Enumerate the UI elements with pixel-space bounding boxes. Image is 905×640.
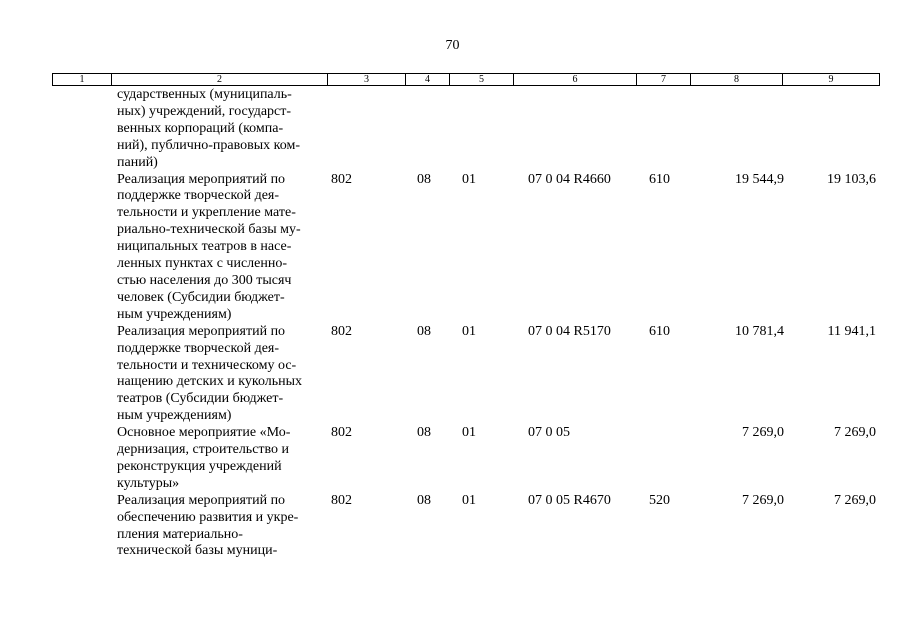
- description-line: ных) учреждений, государст-: [117, 103, 292, 119]
- cell-c9: 11 941,1: [827, 323, 876, 339]
- description-line: театров (Субсидии бюджет-: [117, 391, 284, 407]
- cell-c4: 08: [417, 425, 431, 441]
- description-line: дернизация, строительство и: [117, 442, 290, 458]
- description-line: Реализация мероприятий по: [117, 171, 286, 187]
- page-number: 70: [445, 38, 460, 53]
- description-line: тельности и техническому ос-: [117, 357, 297, 373]
- row-description: [117, 87, 330, 172]
- table-row: [0, 87, 905, 172]
- table-row: [0, 493, 905, 561]
- cell-c9: 19 103,6: [827, 171, 876, 187]
- cell-c4: 08: [417, 323, 431, 339]
- cell-c6: 07 0 04 R5170: [528, 323, 611, 339]
- cell-c9: 7 269,0: [834, 425, 876, 441]
- description-line: пления материально-: [117, 526, 243, 542]
- row-description: [117, 425, 330, 493]
- description-line: технической базы муници-: [117, 543, 278, 559]
- cell-c8: 10 781,4: [735, 323, 784, 339]
- cell-c5: 01: [462, 492, 476, 508]
- description-line: стью населения до 300 тысяч: [117, 272, 292, 288]
- cell-c6: 07 0 05 R4670: [528, 492, 611, 508]
- header-col-6: 6: [514, 74, 637, 86]
- header-col-3: 3: [328, 74, 406, 86]
- cell-c4: 08: [417, 171, 431, 187]
- table-row: [0, 324, 905, 425]
- header-col-7: 7: [637, 74, 691, 86]
- cell-c6: 07 0 04 R4660: [528, 171, 611, 187]
- description-line: сударственных (муниципаль-: [117, 87, 292, 102]
- cell-c7: 610: [649, 171, 670, 187]
- header-col-2: 2: [112, 74, 328, 86]
- cell-c3: 802: [331, 323, 352, 339]
- description-line: поддержке творческой дея-: [117, 340, 280, 356]
- description-line: венных корпораций (компа-: [117, 120, 284, 136]
- header-col-9: 9: [783, 74, 880, 86]
- description-line: Реализация мероприятий по: [117, 492, 286, 508]
- description-line: тельности и укрепление мате-: [117, 205, 296, 221]
- cell-c6: 07 0 05: [528, 425, 570, 441]
- description-line: ным учреждениям): [117, 306, 232, 322]
- table-header-row: [52, 73, 880, 86]
- cell-c3: 802: [331, 171, 352, 187]
- cell-c3: 802: [331, 425, 352, 441]
- header-col-4: 4: [406, 74, 450, 86]
- description-line: ным учреждениям): [117, 408, 232, 424]
- description-line: ний), публично-правовых ком-: [117, 137, 300, 153]
- table-row: [0, 172, 905, 324]
- table-body: [0, 87, 905, 560]
- description-line: Основное мероприятие «Мо-: [117, 425, 291, 441]
- description-line: поддержке творческой дея-: [117, 188, 280, 204]
- cell-c9: 7 269,0: [834, 492, 876, 508]
- description-line: реконструкция учреждений: [117, 458, 282, 474]
- row-description: [117, 324, 330, 425]
- description-line: риально-технической базы му-: [117, 222, 301, 238]
- cell-c5: 01: [462, 425, 476, 441]
- cell-c8: 7 269,0: [742, 425, 784, 441]
- description-line: Реализация мероприятий по: [117, 323, 286, 339]
- row-description: [117, 493, 330, 561]
- header-col-1: 1: [53, 74, 112, 86]
- description-line: обеспечению развития и укре-: [117, 509, 299, 525]
- description-line: человек (Субсидии бюджет-: [117, 289, 285, 305]
- cell-c4: 08: [417, 492, 431, 508]
- description-line: нащению детских и кукольных: [117, 374, 303, 390]
- cell-c7: 520: [649, 492, 670, 508]
- cell-c5: 01: [462, 171, 476, 187]
- cell-c5: 01: [462, 323, 476, 339]
- row-description: [117, 172, 330, 324]
- header-col-8: 8: [691, 74, 783, 86]
- cell-c8: 19 544,9: [735, 171, 784, 187]
- description-line: ленных пунктах с численно-: [117, 256, 288, 272]
- description-line: паний): [117, 154, 158, 170]
- description-line: ниципальных театров в насе-: [117, 239, 292, 255]
- table-row: [0, 425, 905, 493]
- header-col-5: 5: [450, 74, 514, 86]
- description-line: культуры»: [117, 475, 180, 491]
- cell-c7: 610: [649, 323, 670, 339]
- cell-c8: 7 269,0: [742, 492, 784, 508]
- cell-c3: 802: [331, 492, 352, 508]
